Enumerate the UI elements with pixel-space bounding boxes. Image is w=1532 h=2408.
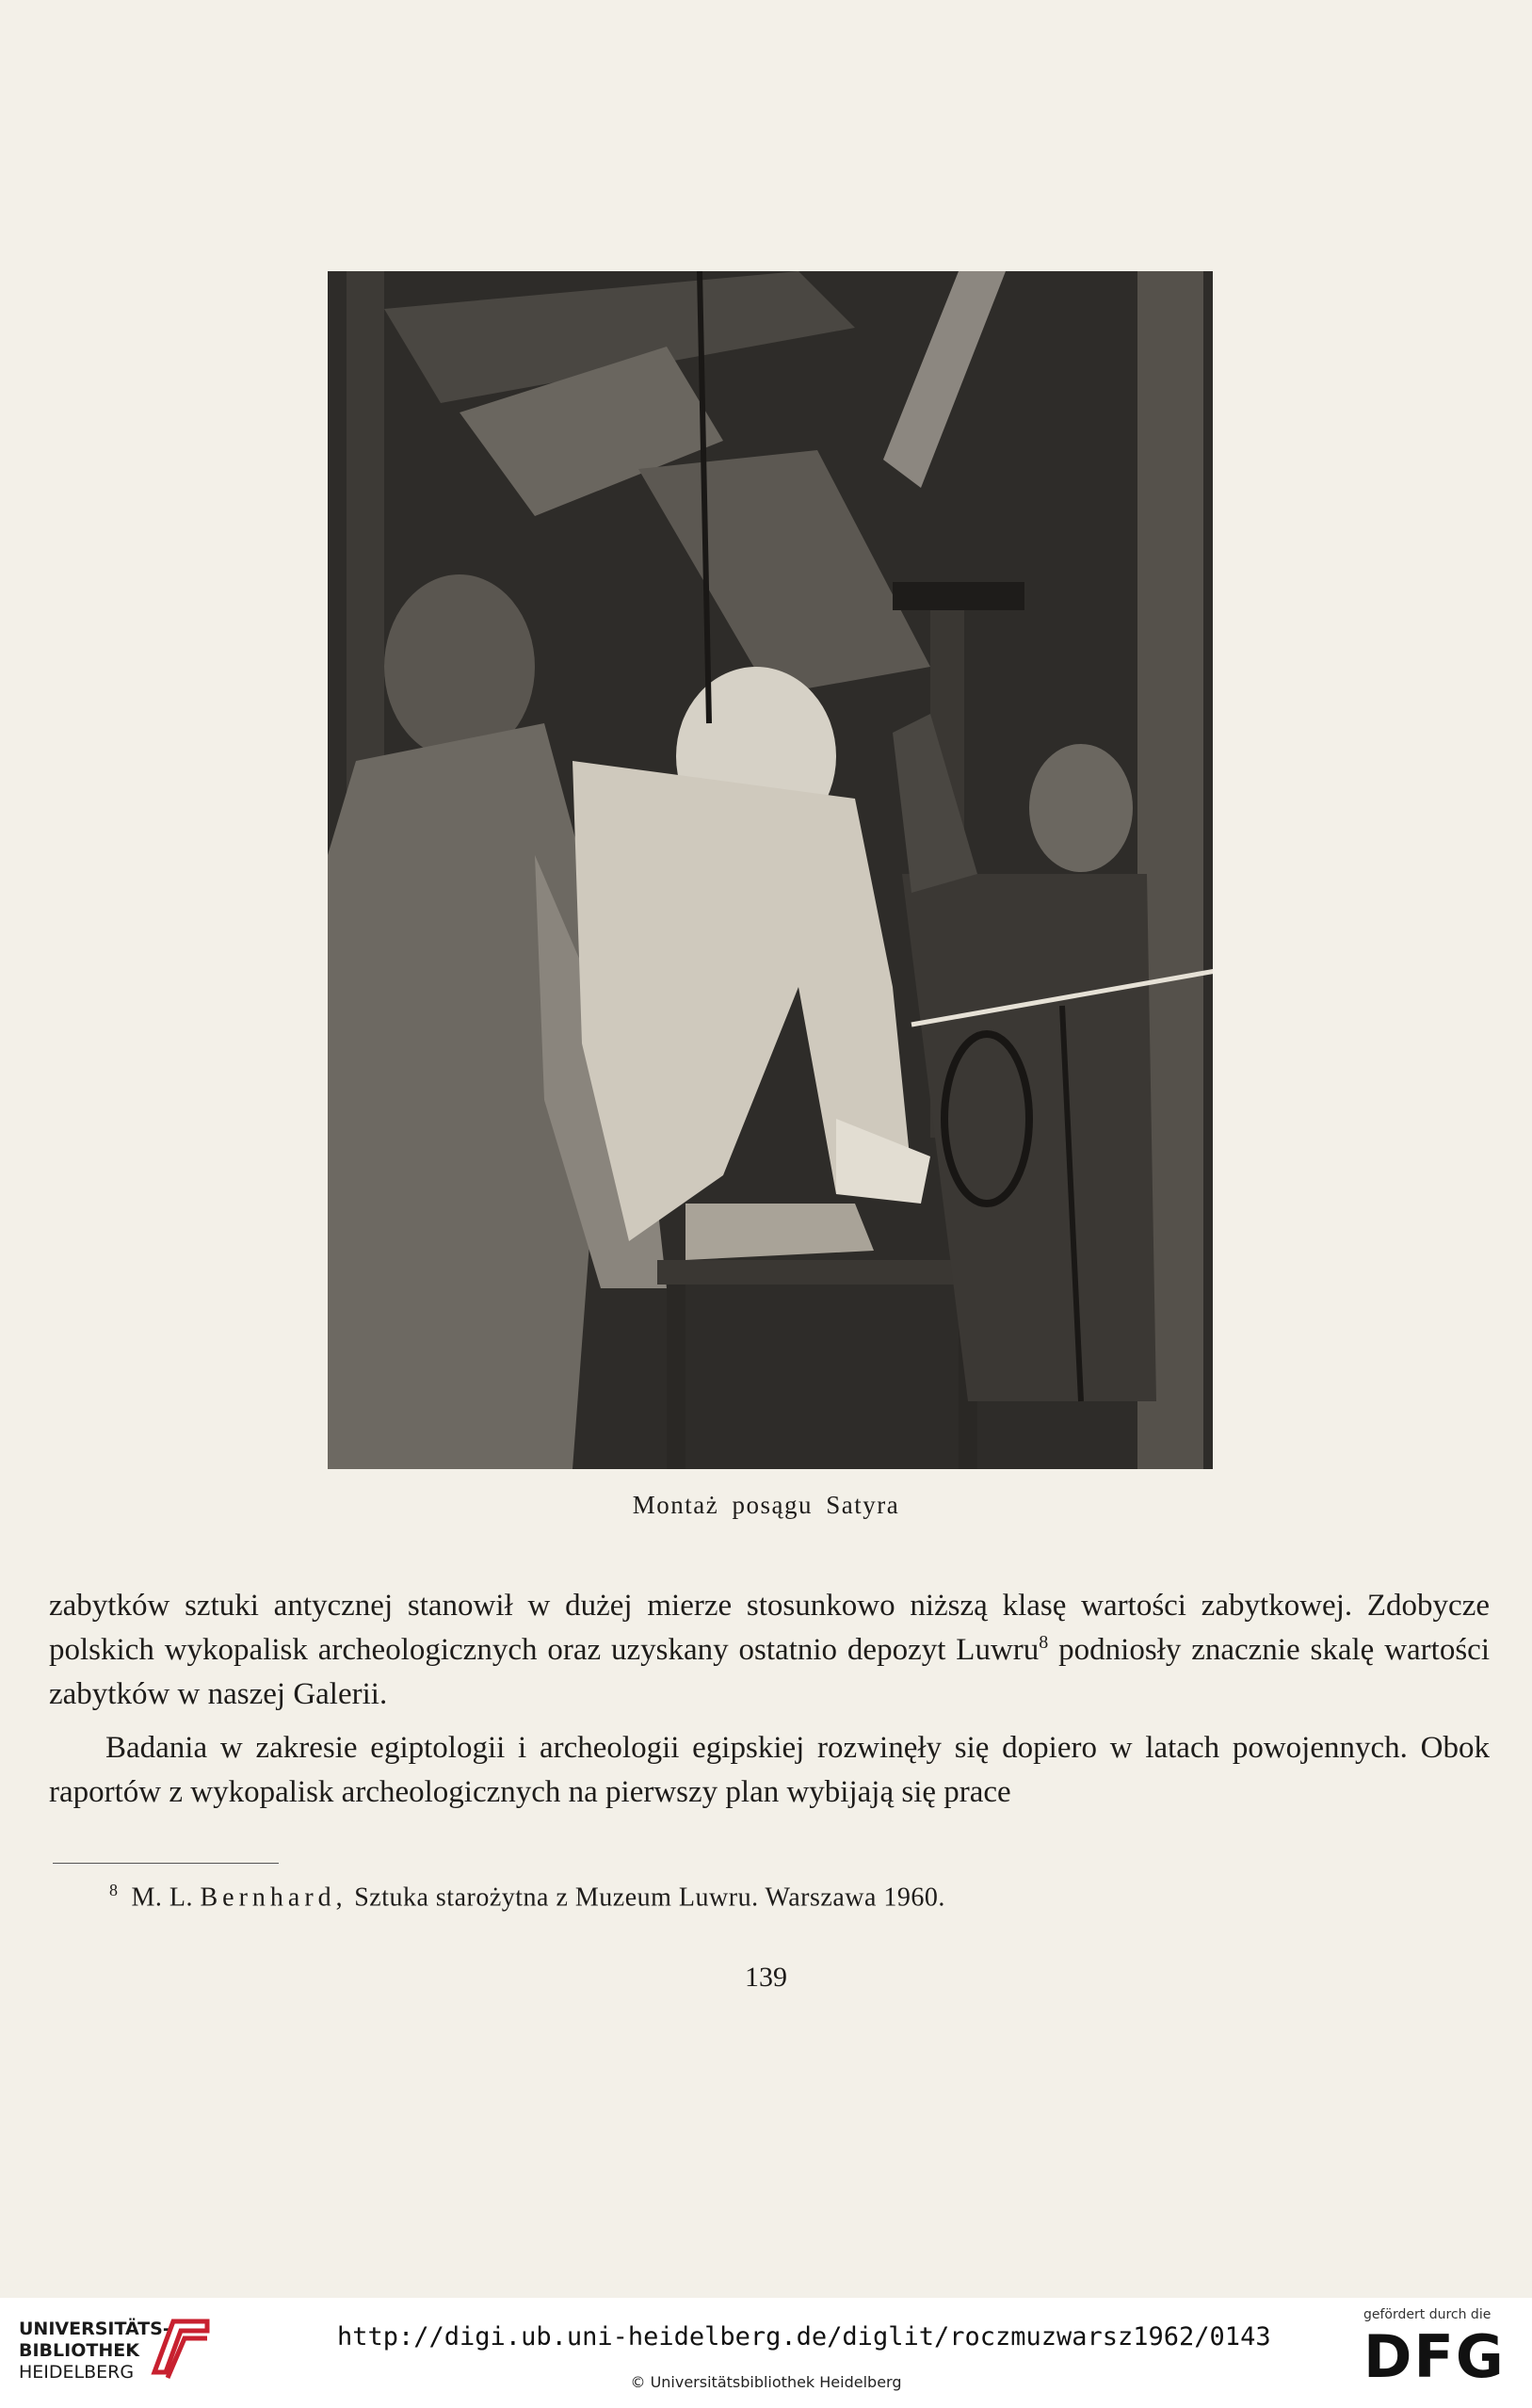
footnote-divider [53, 1863, 279, 1864]
footnote-author: Bernhard, [200, 1883, 347, 1913]
page-number: 139 [745, 1962, 787, 1993]
paragraph [49, 1584, 1490, 1717]
figure-caption: Montaż posągu Satyra [632, 1491, 900, 1519]
footnote-number: 8 [109, 1881, 119, 1899]
library-logo-icon [151, 2314, 211, 2382]
sponsor-label: gefördert durch die [1363, 2307, 1492, 2322]
photo-satyr-statue-installation [328, 271, 1213, 1469]
dfg-logo: DFG [1363, 2322, 1506, 2391]
photograph [328, 271, 1213, 1469]
footnote-title: Sztuka starożytna z Muzeum Luwru. Warszawa 1960. [354, 1883, 945, 1913]
footnote-initials: M. L. [131, 1883, 193, 1913]
library-name-line3: HEIDELBERG [19, 2362, 135, 2383]
paragraph-text-continued: podniosły znacznie skalę wartości zabytków w naszej Galerii. [49, 1633, 1490, 1711]
footnote [109, 1881, 945, 1913]
library-name-line1: UNIVERSITÄTS- [19, 2319, 170, 2339]
library-name-line2: BIBLIOTHEK [19, 2340, 139, 2361]
body-text [49, 1584, 1490, 1815]
footnote-reference: 8 [1039, 1632, 1049, 1653]
copyright-notice: © Universitätsbibliothek Heidelberg [630, 2373, 902, 2391]
paragraph-text: zabytków sztuki antycznej stanowił w dużej mierze stosunkowo niższą klasę wartości zabytkowej. Zdobycze polskich wykopalisk archeologicznych oraz uzyskany ostatnio depozyt Luwru [49, 1589, 1490, 1667]
digitization-footer [0, 2298, 1532, 2408]
paragraph: Badania w zakresie egiptologii i archeologii egipskiej rozwinęły się dopiero w latach powojennych. Obok raportów z wykopalisk archeologicznych na pierwszy plan wybijają się prace [49, 1731, 1490, 1809]
document-url-link[interactable]: http://digi.ub.uni-heidelberg.de/diglit/roczmuzwarsz1962/0143 [337, 2322, 1271, 2351]
